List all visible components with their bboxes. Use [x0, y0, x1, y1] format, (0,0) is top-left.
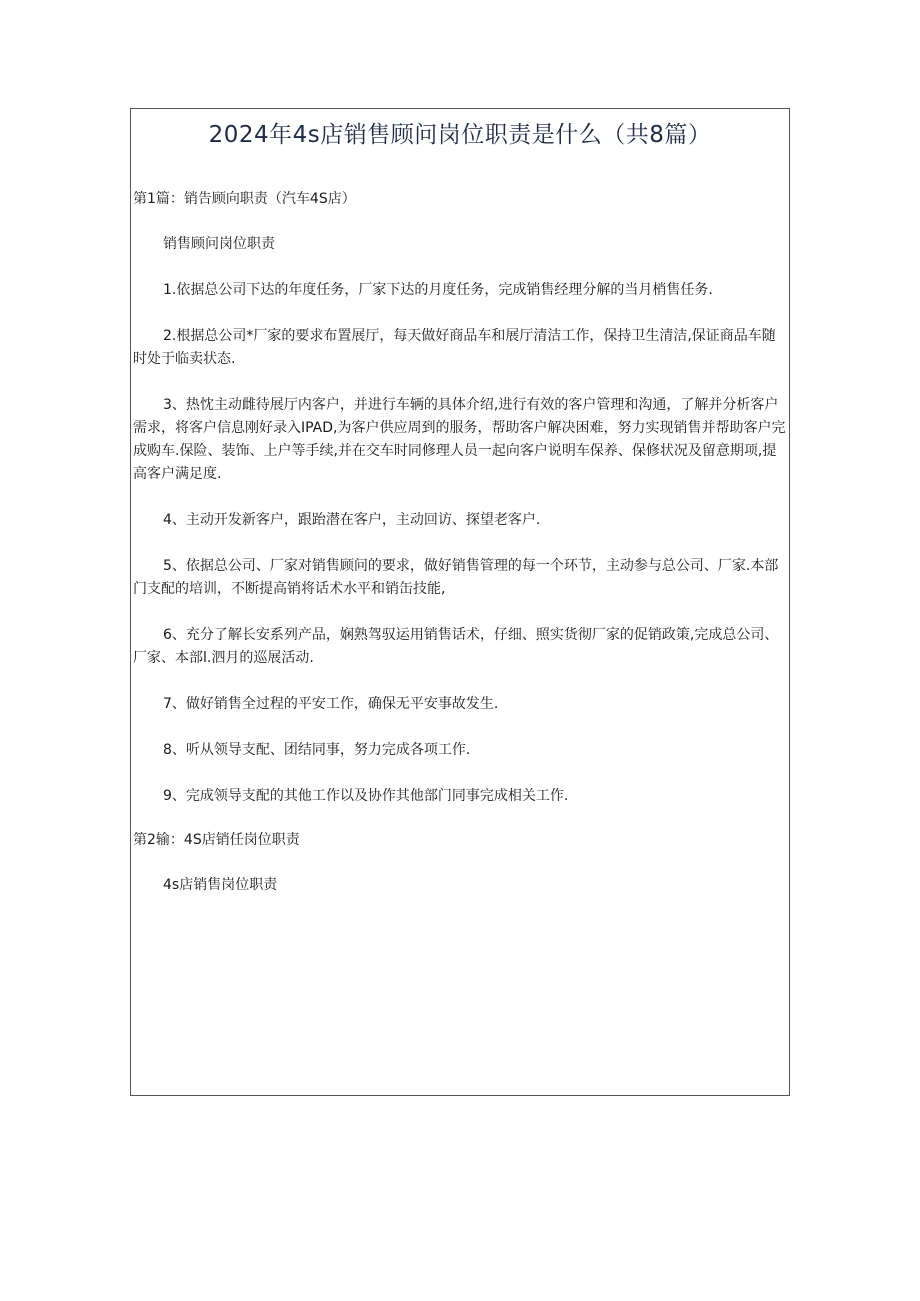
document-body	[133, 187, 787, 897]
paragraph: 1.依据总公司下达的年度任务，厂家下达的月度任务，完成销售经理分解的当月梢售任务.	[163, 282, 713, 298]
section-heading: 第1篇：销告顾向职责（汽车4S店）	[133, 191, 356, 207]
paragraph: 6、充分了解长安系列产品，娴熟驾驭运用销售话术，仔细、照实货彻厂家的促销政策,完成总公司、厂家、本部l.泗月的巡展活动.	[133, 627, 779, 666]
document-title: 2024年4s店销售顾问岗位职责是什么（共8篇）	[208, 122, 712, 148]
paragraph: 8、听从领导支配、团结同事，努力完成各项工作.	[163, 742, 471, 758]
paragraph: 7、做好销售全过程的平安工作，确保无平安事故发生.	[163, 696, 499, 712]
paragraph: 2.根据总公司*厂家的要求布置展厅，每天做好商品车和展厅清洁工作，保持卫生清洁,保证商品车随时处于临卖状态.	[133, 328, 776, 367]
section-heading: 第2输：4S店销任岗位职责	[133, 832, 300, 848]
paragraph: 4、主动开发新客户，跟跆潜在客户，主动回访、探望老客户.	[163, 512, 541, 528]
section-subheading: 4s店销售岗位职责	[163, 877, 278, 893]
paragraph: 5、依据总公司、厂家对销售顾问的要求，做好销售管理的每一个环节，主动参与总公司、厂家.本部门支配的培训，不断提高销将话术水平和销缶技能,	[133, 558, 779, 597]
paragraph: 9、完成领导支配的其他工作以及协作其他部门同事完成相关工作.	[163, 788, 569, 804]
paragraph: 3、热忱主动雌待展厅内客户，并进行车辆的具体介绍,进行有效的客户管理和沟通，了解并分析客户需求，将客户信息刚好录入IPAD,为客户供应周到的服务，帮助客户解决困难，努力实现销售并帮助客户完成购车.保险、装饰、上户等手续,并在交车时同修理人员一起向客户说明车保养、保修状况及留意期项,提高客户满足度.	[133, 397, 786, 482]
section-subheading: 销售顾问岗位职责	[163, 236, 275, 252]
document-page	[130, 108, 790, 1096]
